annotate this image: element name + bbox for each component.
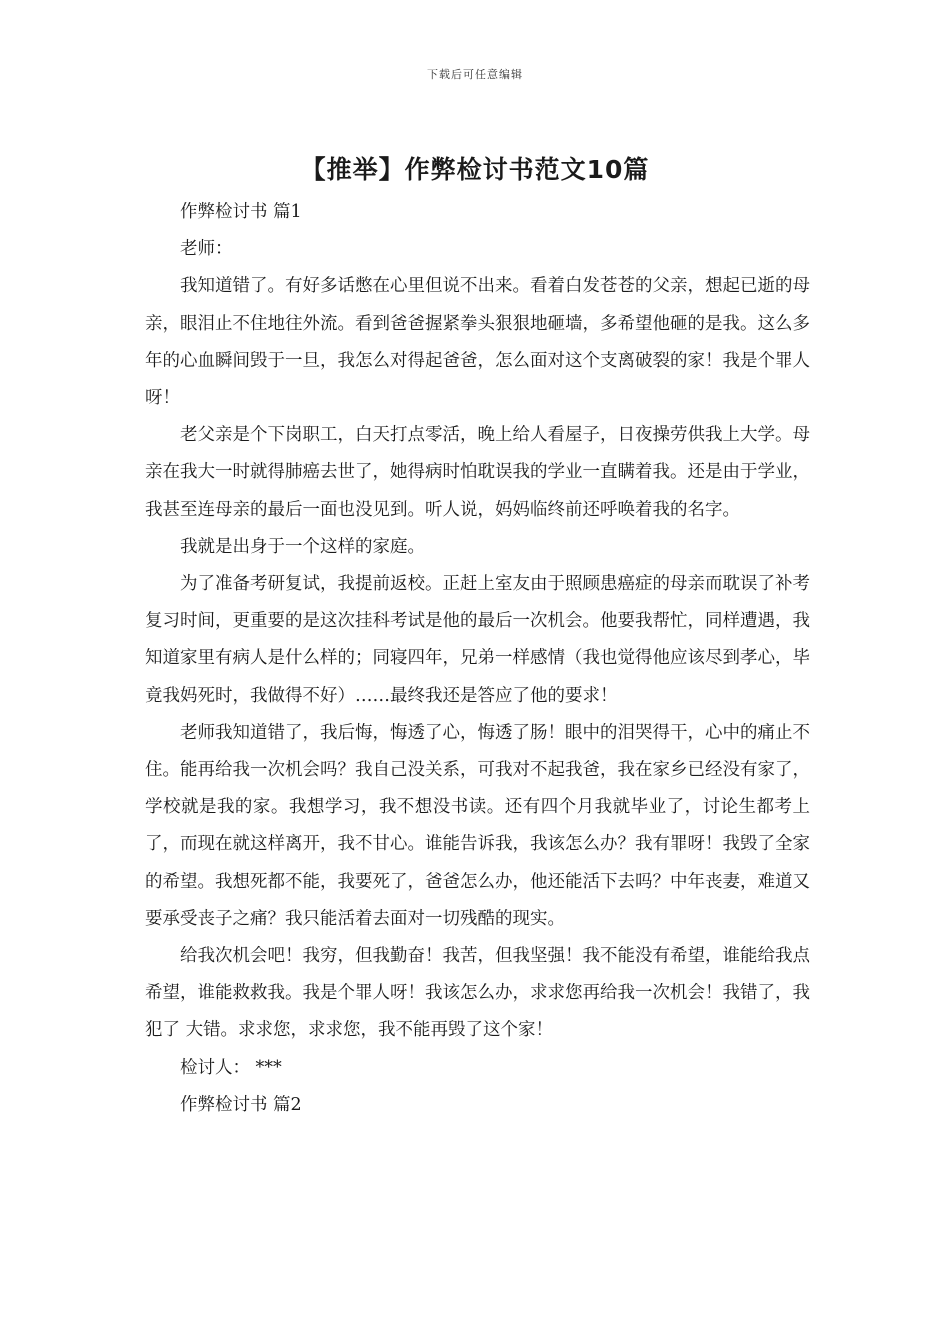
paragraph: 我知道错了。有好多话憋在心里但说不出来。看着白发苍苍的父亲，想起已逝的母亲，眼泪止不住地往外流。看到爸爸握紧拳头狠狠地砸墙，多希望他砸的是我。这么多年的心血瞬间毁于一旦，我怎么对得起爸爸，怎么面对这个支离破裂的家！我是个罪人呀！ [145,276,810,409]
document-title: 【推举】作弊检讨书范文10篇 [300,155,650,184]
paragraph: 老父亲是个下岗职工，白天打点零活，晚上给人看屋子，日夜操劳供我上大学。母亲在我大一时就得肺癌去世了，她得病时怕耽误我的学业一直瞒着我。还是由于学业，我甚至连母亲的最后一面也没见到。听人说，妈妈临终前还呼唤着我的名字。 [145,425,810,520]
paragraph: 我就是出身于一个这样的家庭。 [180,536,425,557]
salutation: 老师： [180,239,233,260]
page-header-note: 下载后可任意编辑 [427,68,523,81]
paragraph: 老师我知道错了，我后悔，悔透了心，悔透了肠！眼中的泪哭得干，心中的痛止不住。能再给我一次机会吗？我自己没关系，可我对不起我爸，我在家乡已经没有家了，学校就是我的家。我想学习，我不想没书读。还有四个月我就毕业了，讨论生都考上了，而现在就这样离开，我不甘心。谁能告诉我，我该怎么办？我有罪呀！我毁了全家的希望。我想死都不能，我要死了，爸爸怎么办，他还能活下去吗？中年丧妻，难道又要承受丧子之痛？我只能活着去面对一切残酷的现实。 [145,722,810,929]
document-body [145,194,810,1124]
paragraph: 给我次机会吧！我穷，但我勤奋！我苦，但我坚强！我不能没有希望，谁能给我点希望，谁能救救我。我是个罪人呀！我该怎么办，求求您再给我一次机会！我错了，我犯了 大错。求求您，求求您，我不能再毁了这个家！ [145,946,810,1041]
section-heading-1: 作弊检讨书 篇1 [180,202,302,222]
section-heading-2: 作弊检讨书 篇2 [180,1094,302,1115]
paragraph: 为了准备考研复试，我提前返校。正赶上室友由于照顾患癌症的母亲而耽误了补考复习时间，更重要的是这次挂科考试是他的最后一次机会。他要我帮忙，同样遭遇，我知道家里有病人是什么样的；同寝四年，兄弟一样感情（我也觉得他应该尽到孝心，毕竟我妈死时，我做得不好）……最终我还是答应了他的要求！ [145,574,810,706]
signature-line: 检讨人： *** [180,1057,282,1078]
